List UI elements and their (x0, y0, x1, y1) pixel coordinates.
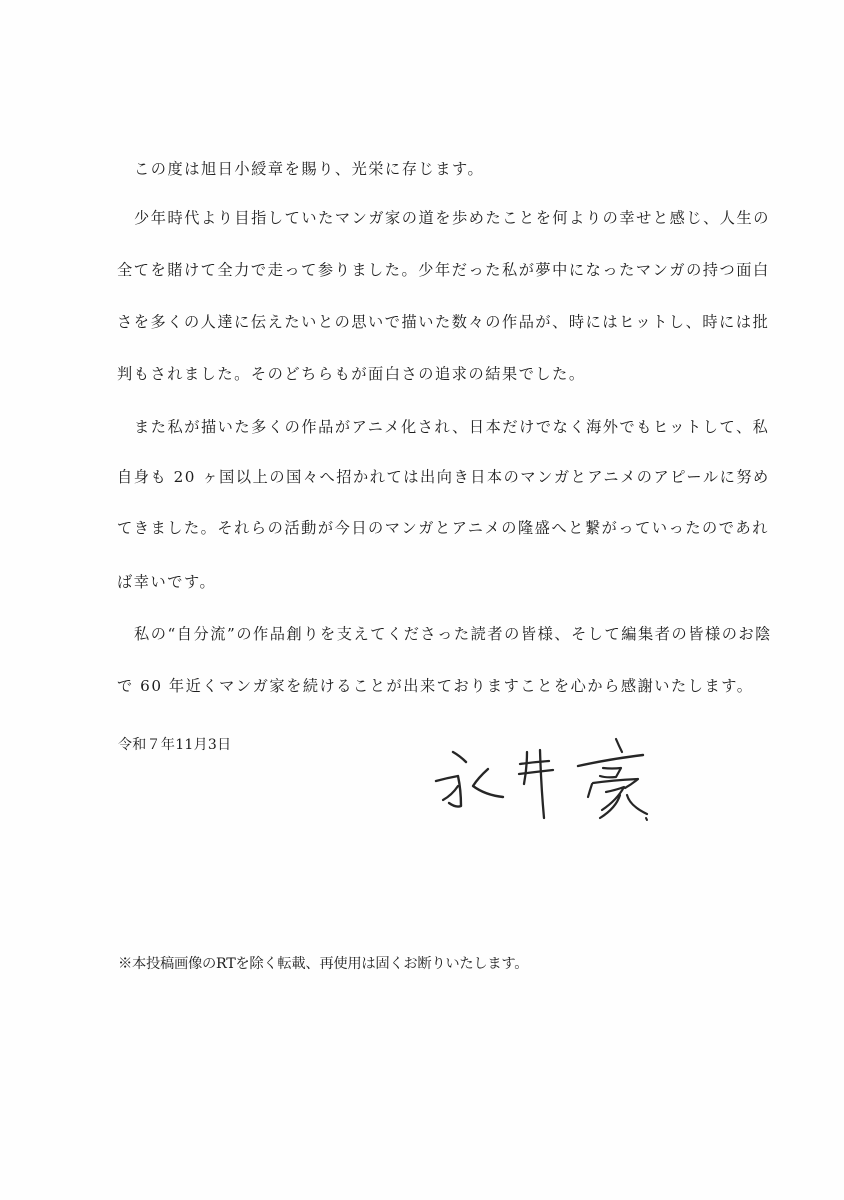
handwritten-signature (420, 732, 680, 832)
paragraph-2-line-3: さを多くの人達に伝えたいとの思いで描いた数々の作品が、時にはヒットし、時には批 (117, 313, 770, 331)
paragraph-3-line-3: てきました。それらの活動が今日のマンガとアニメの隆盛へと繋がっていったのであれ (117, 519, 770, 537)
paragraph-3-line-1: また私が描いた多くの作品がアニメ化され、日本だけでなく海外でもヒットして、私 (134, 418, 770, 436)
paragraph-2-line-1: 少年時代より目指していたマンガ家の道を歩めたことを何よりの幸せと感じ、人生の (134, 209, 771, 227)
paragraph-3-line-4: ば幸いです。 (117, 573, 217, 591)
letter-date: 令和７年11月3日 (118, 737, 232, 753)
paragraph-4-line-2: で 60 年近くマンガ家を続けることが出来ておりますことを心から感謝いたします。 (117, 677, 754, 695)
paragraph-2-line-2: 全てを賭けて全力で走って参りました。少年だった私が夢中になったマンガの持つ面白 (117, 261, 770, 279)
paragraph-4-line-1: 私の“自分流”の作品創りを支えてくださった読者の皆様、そして編集者の皆様のお陰 (134, 625, 772, 643)
paragraph-2-line-4: 判もされました。そのどちらもが面白さの追求の結果でした。 (117, 365, 586, 383)
paragraph-3-line-2: 自身も 20 ヶ国以上の国々へ招かれては出向き日本のマンガとアニメのアピールに努め (117, 468, 770, 486)
repost-prohibition-note: ※本投稿画像のRTを除く転載、再使用は固くお断りいたします。 (118, 956, 529, 972)
paragraph-1-line-1: この度は旭日小綬章を賜り、光栄に存じます。 (134, 160, 485, 178)
